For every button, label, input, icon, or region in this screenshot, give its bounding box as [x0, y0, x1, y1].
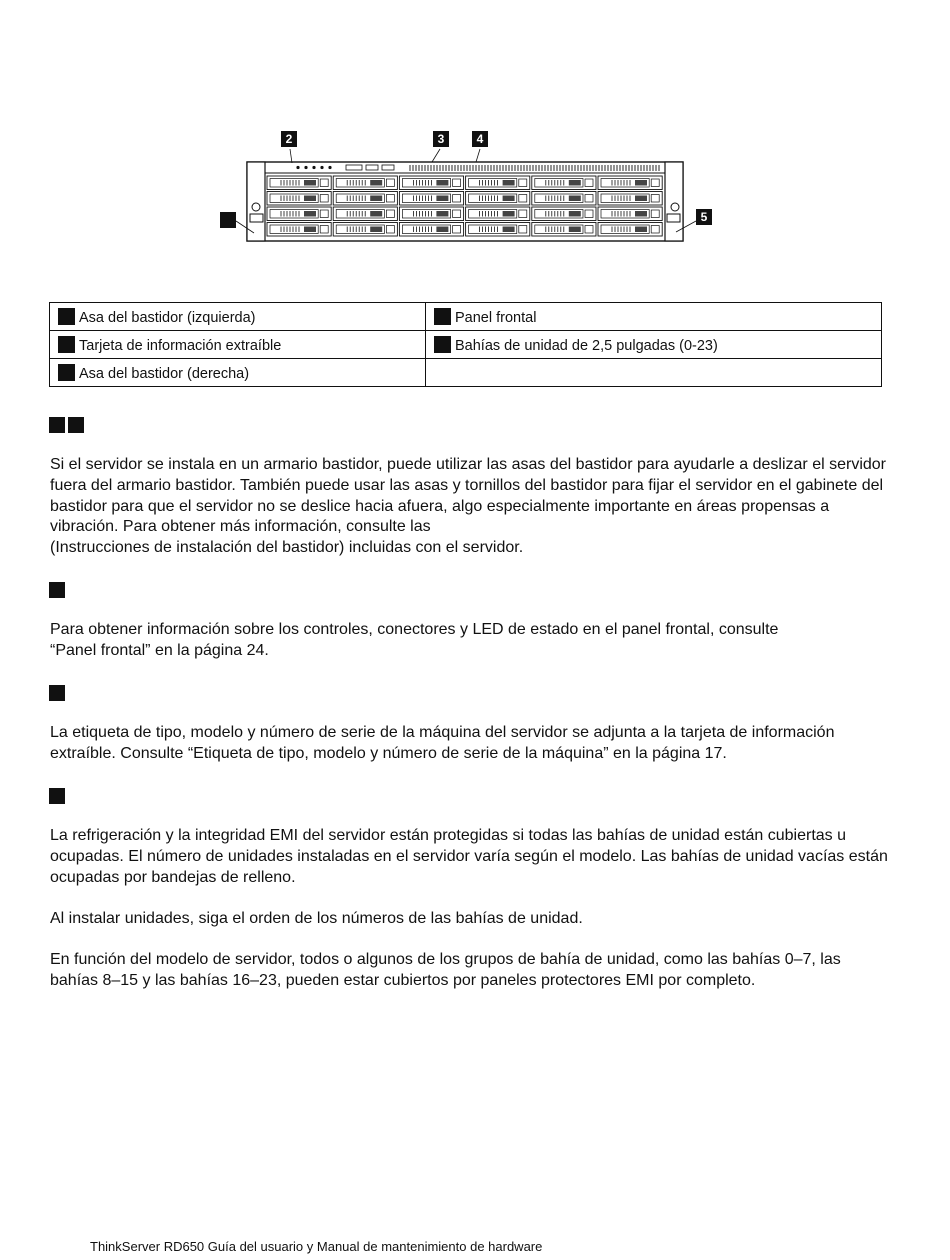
drive-bay	[267, 176, 331, 190]
drive-bays-paragraph-2: Al instalar unidades, siga el orden de los números de las bahías de unidad.	[50, 910, 583, 927]
drive-bay	[399, 207, 463, 221]
drive-bay	[466, 223, 530, 237]
drive-bay	[532, 207, 596, 221]
drive-bay	[267, 207, 331, 221]
table-row	[50, 303, 882, 331]
drive-bay	[399, 223, 463, 237]
drive-bay	[333, 223, 397, 237]
drive-bays-paragraph-1: La refrigeración y la integridad EMI del servidor están protegidas si todas las bahías de unidad están cubiertas u ocupadas. El número de unidades instaladas en el servidor varía según el modelo. Las bahías de unidad vacías están ocupadas por bandejas de relleno.	[50, 827, 888, 886]
callout-box-4	[434, 336, 451, 353]
drive-bay	[267, 223, 331, 237]
drive-bay	[333, 192, 397, 206]
callout-legend-table	[49, 302, 882, 387]
legend-rack-handle-right: Asa del bastidor (derecha)	[79, 365, 250, 382]
section-marker-handles	[49, 417, 87, 433]
drive-bay	[466, 207, 530, 221]
drive-bay	[532, 192, 596, 206]
drive-bay	[399, 176, 463, 190]
handles-paragraph	[50, 455, 890, 559]
front-panel-paragraph	[50, 620, 890, 662]
info-card-paragraph: La etiqueta de tipo, modelo y número de serie de la máquina del servidor se adjunta a la tarjeta de información extraíble. Consulte “Etiqueta de tipo, modelo y número de serie de la máquina” en la página 17.	[50, 724, 835, 762]
legend-info-card: Tarjeta de información extraíble	[79, 337, 282, 354]
drive-bay	[532, 176, 596, 190]
front-panel-link[interactable]: “Panel frontal” en la página 24.	[50, 641, 269, 659]
callout-1-blank	[220, 212, 236, 228]
callout-2: 2	[281, 131, 297, 147]
front-panel-text: Para obtener información sobre los controles, conectores y LED de estado en el panel frontal, consulte	[50, 621, 779, 638]
handles-text: Si el servidor se instala en un armario bastidor, puede utilizar las asas del bastidor para ayudarle a deslizar el servidor fuera del armario bastidor. También puede usar las asas y tornillos del bastidor para fijar el servidor en el gabinete del bastidor para que el servidor no se deslice hacia afuera, algo especialmente importante en áreas propensas a vibración. Para obtener más información, consulte las	[50, 456, 886, 536]
drive-bay	[598, 176, 662, 190]
drive-bay	[466, 176, 530, 190]
table-row	[50, 331, 882, 359]
callout-4: 4	[472, 131, 488, 147]
drive-bay	[466, 192, 530, 206]
legend-drive-bays: Bahías de unidad de 2,5 pulgadas (0-23)	[455, 337, 718, 354]
drive-bay	[333, 176, 397, 190]
drive-bay	[532, 223, 596, 237]
server-front-illustration	[210, 125, 710, 250]
section-marker-info-card	[49, 685, 68, 701]
drive-bay	[333, 207, 397, 221]
callout-box-5	[58, 364, 75, 381]
legend-front-panel: Panel frontal	[455, 309, 537, 326]
callout-5: 5	[696, 209, 712, 225]
table-row	[50, 359, 882, 387]
callout-box-2	[434, 308, 451, 325]
callout-box-3	[58, 336, 75, 353]
drive-bay	[399, 192, 463, 206]
page-footer: ThinkServer RD650 Guía del usuario y Manual de mantenimiento de hardware	[90, 1239, 543, 1254]
legend-rack-handle-left: Asa del bastidor (izquierda)	[79, 309, 256, 326]
callout-3: 3	[433, 131, 449, 147]
drive-bay	[598, 223, 662, 237]
drive-bay	[267, 192, 331, 206]
section-marker-front-panel	[49, 582, 68, 598]
drive-bays-paragraph-3: En función del modelo de servidor, todos o algunos de los grupos de bahía de unidad, como las bahías 0–7, las bahías 8–15 y las bahías 16–23, pueden estar cubiertos por paneles protectores EMI por completo.	[50, 951, 841, 989]
handles-text-2: (Instrucciones de instalación del bastidor) incluidas con el servidor.	[50, 539, 524, 557]
section-marker-drive-bays	[49, 788, 68, 804]
drive-bay	[598, 192, 662, 206]
callout-box-1	[58, 308, 75, 325]
drive-bay	[598, 207, 662, 221]
